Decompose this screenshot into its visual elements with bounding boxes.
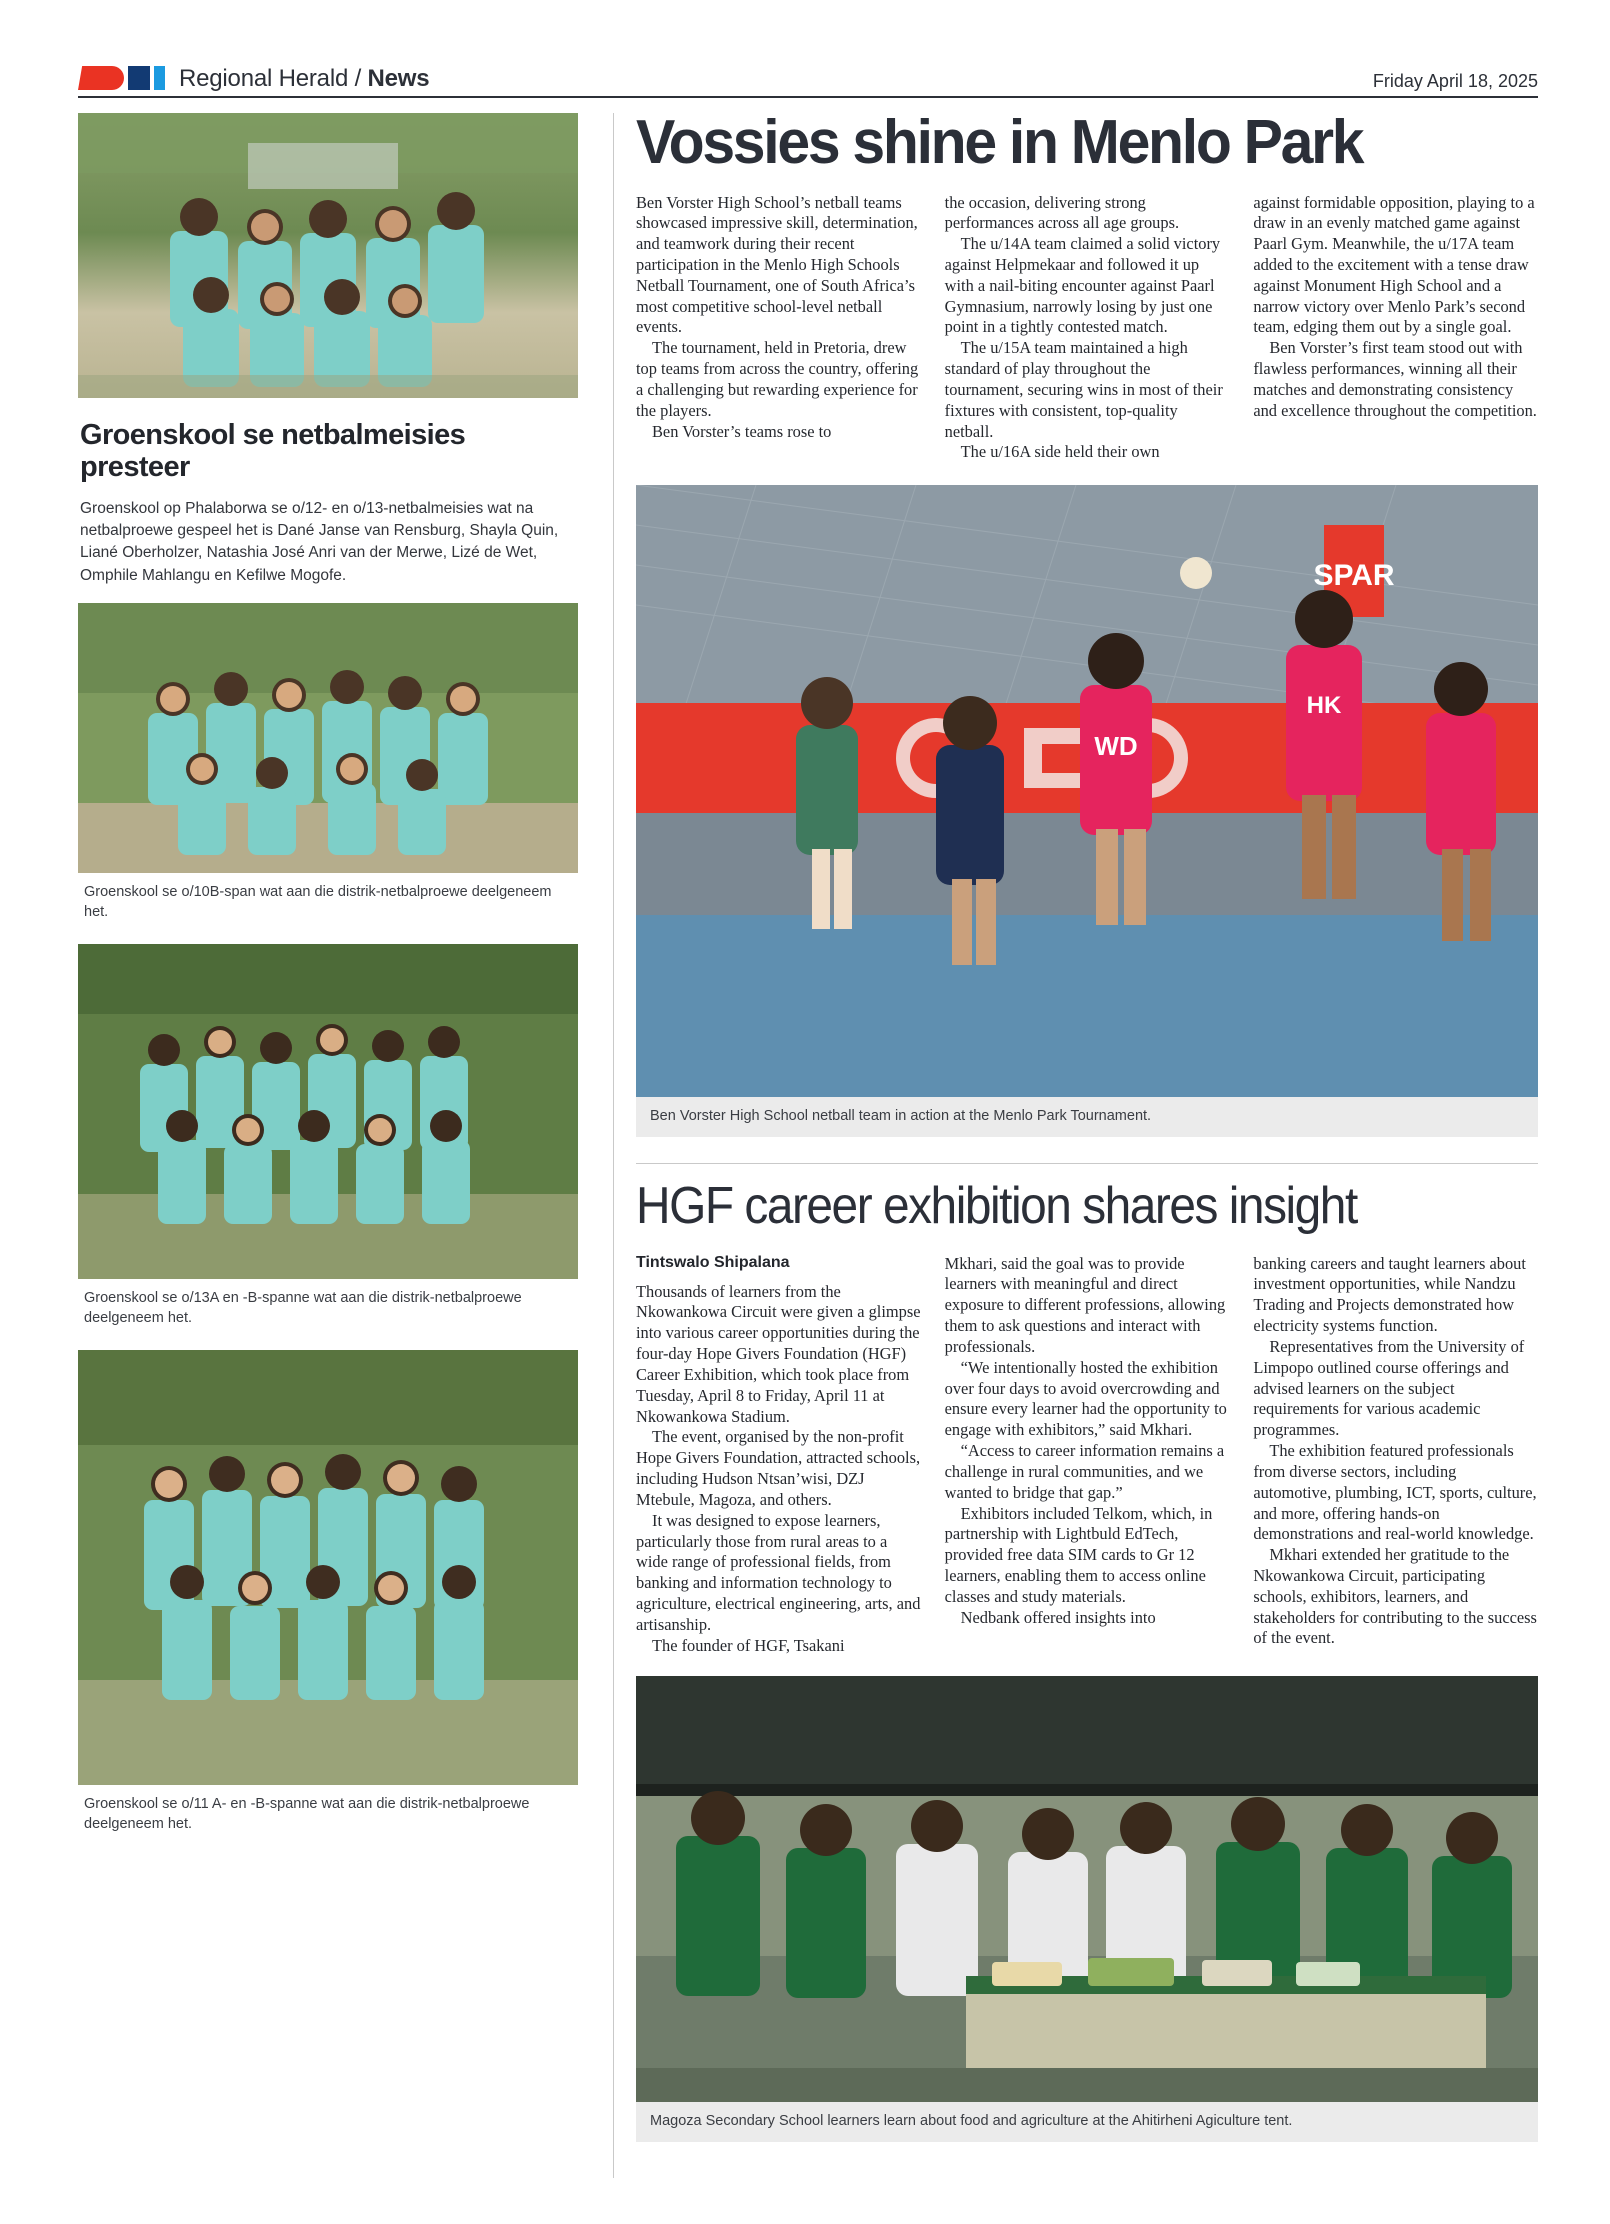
paragraph: Exhibitors included Telkom, which, in partnership with Lightbuld EdTech, provided free data SIM cards to Gr 12 learners, enabling them to access online classes and study materials. bbox=[944, 1503, 1213, 1606]
article2-body bbox=[636, 1254, 1538, 1657]
logo-red-bar-icon bbox=[78, 66, 124, 90]
photo-groenskool-o10b bbox=[78, 603, 578, 873]
paragraph: Ben Vorster High School’s netball teams showcased impressive skill, determination, and teamwork during their recent participation in the Menlo High Schools Netball Tournament, one of South Africa’s most competitive school-level netball events. bbox=[636, 192, 918, 337]
masthead-section: News bbox=[367, 65, 430, 92]
paragraph: “We intentionally hosted the exhibition over four days to avoid overcrowding and ensure every learner had the opportunity to engage with exhibitors,” said Mkhari. bbox=[944, 1357, 1227, 1440]
caption-hgf-exhibition: Magoza Secondary School learners learn about food and agriculture at the Ahitirheni Agiculture tent. bbox=[636, 2102, 1538, 2141]
article2-byline: Tintswalo Shipalana bbox=[636, 1253, 790, 1271]
photo-groenskool-o13 bbox=[78, 944, 578, 1279]
left-lead-paragraph: Groenskool op Phalaborwa se o/12- en o/13-netbalmeisies wat na netbalproewe gespeel het is Dané Janse van Rensburg, Shayla Quin, Liané Oberholzer, Natashia José Anri van der Merwe, Lizé de Wet, Omphile Mahlangu en Kefilwe Mogofe. bbox=[80, 499, 559, 584]
publication-logo bbox=[78, 65, 165, 91]
logo-navy-bar-icon bbox=[128, 66, 150, 90]
article1-col-2 bbox=[945, 193, 1230, 464]
paragraph: The founder of HGF, Tsakani bbox=[652, 1635, 845, 1655]
svg-text:SPAR: SPAR bbox=[1313, 559, 1395, 593]
caption-o11: Groenskool se o/11 A- en -B-spanne wat aan die distrik-netbalproewe deelgeneem het. bbox=[84, 1796, 530, 1833]
paragraph: Representatives from the University of Limpopo outlined course offerings and advised learners on the subject requirements for various academic programmes. bbox=[1253, 1336, 1525, 1440]
paragraph: The event, organised by the non-profit Hope Givers Foundation, attracted schools, including Hudson Ntsan’wisi, DZJ Mtebule, Magoza, and others. bbox=[636, 1427, 921, 1509]
caption-o10b: Groenskool se o/10B-span wat aan die distrik-netbalproewe deelgeneem het. bbox=[84, 884, 552, 921]
paragraph: Nedbank offered insights into bbox=[960, 1607, 1156, 1627]
article1-body bbox=[636, 193, 1538, 464]
paragraph: “Access to career information remains a challenge in rural communities, and we wanted to bridge that gap.” bbox=[944, 1441, 1225, 1502]
paragraph: Mkhari extended her gratitude to the Nkowankowa Circuit, participating schools, exhibitors, learners, and stakeholders for contributing to the success of the event. bbox=[1253, 1545, 1537, 1648]
paragraph: The u/15A team maintained a high standard of play throughout the tournament, securing wins in most of their fixtures with consistent, top-quality netball. bbox=[944, 338, 1223, 441]
caption-netball-action: Ben Vorster High School netball team in action at the Menlo Park Tournament. bbox=[636, 1097, 1538, 1136]
photo-groenskool-team-1 bbox=[78, 113, 578, 398]
article2-col-2 bbox=[945, 1254, 1230, 1657]
svg-text:HK: HK bbox=[1306, 692, 1342, 720]
paragraph: The u/16A side held their own bbox=[960, 442, 1160, 462]
paragraph: banking careers and taught learners about investment opportunities, while Nandzu Trading and Projects demonstrated how electricity systems function. bbox=[1253, 1253, 1526, 1336]
paragraph: The tournament, held in Pretoria, drew top teams from across the country, offering a challenging but rewarding experience for the players. bbox=[636, 338, 919, 420]
column-divider bbox=[613, 113, 614, 2178]
photo-hgf-exhibition bbox=[636, 1676, 1538, 2102]
paragraph: It was designed to expose learners, particularly those from rural areas to a wide range of professional fields, from banking and information technology to agriculture, electrical engineering, arts, and artisanship. bbox=[636, 1510, 921, 1634]
paragraph: Ben Vorster’s teams rose to bbox=[652, 421, 832, 441]
left-heading: Groenskool se netbalmeisies presteer bbox=[80, 419, 466, 483]
paragraph: The exhibition featured professionals from diverse sectors, including automotive, plumbing, ICT, sports, culture, and more, offering hands-on demonstrations and real-world knowledge. bbox=[1253, 1441, 1537, 1544]
photo-netball-action bbox=[636, 485, 1538, 1097]
masthead-separator: / bbox=[348, 65, 368, 92]
paragraph: the occasion, delivering strong performances across all age groups. bbox=[944, 192, 1180, 233]
paragraph: Ben Vorster’s first team stood out with flawless performances, winning all their matches and demonstrating consistency and excellence throughout the competition. bbox=[1253, 338, 1537, 420]
masthead-brand: Regional Herald bbox=[179, 65, 349, 92]
article2-col-3 bbox=[1253, 1254, 1538, 1657]
paragraph: Thousands of learners from the Nkowankowa Circuit were given a glimpse into various career opportunities during the four-day Hope Givers Foundation (HGF) Career Exhibition, which took place from Tuesday, April 8 to Friday, April 11 at Nkowankowa Stadium. bbox=[636, 1281, 921, 1426]
article1-headline: Vossies shine in Menlo Park bbox=[636, 108, 1363, 177]
masthead-date: Friday April 18, 2025 bbox=[1372, 71, 1538, 91]
article1-col-1 bbox=[636, 193, 921, 464]
right-column bbox=[636, 108, 1538, 2142]
masthead bbox=[78, 58, 1538, 98]
paragraph: Mkhari, said the goal was to provide learners with meaningful and direct exposure to different professions, allowing them to ask questions and interact with professionals. bbox=[944, 1253, 1226, 1356]
photo-groenskool-o11 bbox=[78, 1350, 578, 1785]
caption-o13: Groenskool se o/13A en -B-spanne wat aan die distrik-netbalproewe deelgeneem het. bbox=[84, 1290, 522, 1327]
article2-col-1 bbox=[636, 1254, 921, 1657]
svg-text:WD: WD bbox=[1094, 731, 1138, 762]
left-column bbox=[78, 113, 578, 1834]
paragraph: The u/14A team claimed a solid victory against Helpmekaar and followed it up with a nail-biting encounter against Paarl Gymnasium, narrowly losing by just one point in a tightly contested match. bbox=[944, 234, 1221, 337]
article2-headline: HGF career exhibition shares insight bbox=[636, 1176, 1357, 1235]
logo-blue-bar-icon bbox=[154, 66, 165, 90]
article1-col-3 bbox=[1253, 193, 1538, 464]
masthead-title bbox=[179, 67, 429, 91]
paragraph: against formidable opposition, playing to a draw in an evenly matched game against Paarl Gym. Meanwhile, the u/17A team added to the excitement with a tense draw against Monument High School and a narrow victory over Menlo Park’s second team, edging them out by a single goal. bbox=[1253, 192, 1535, 337]
